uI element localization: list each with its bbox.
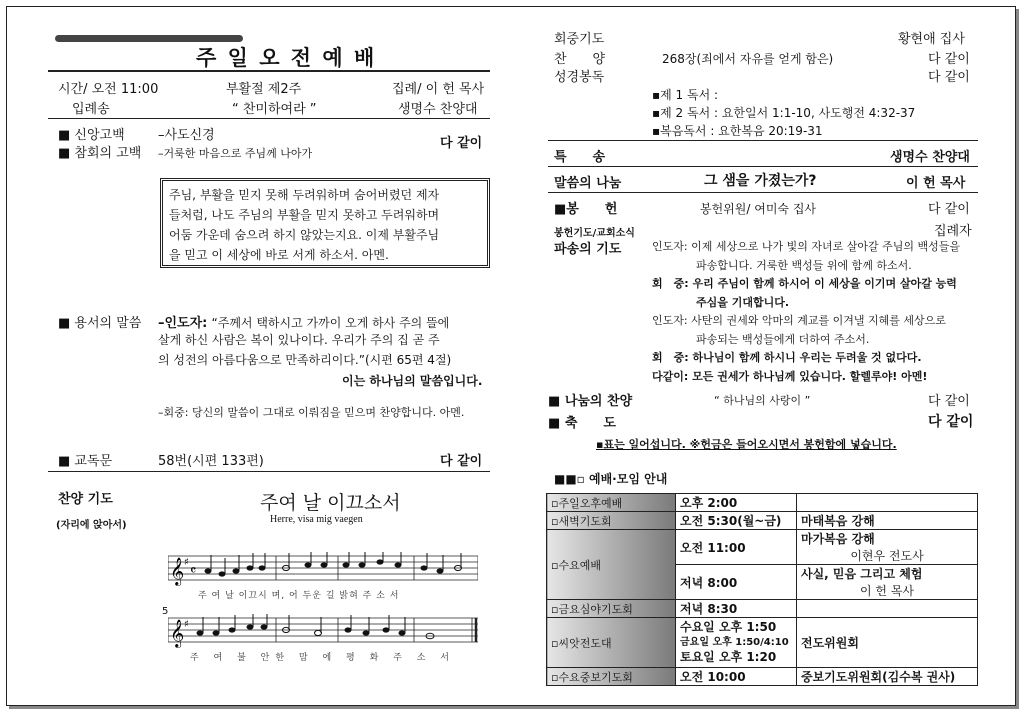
sending-line: 회 중: 우리 주님이 함께 하시어 이 세상을 이기며 살아갈 능력 bbox=[652, 277, 957, 290]
pardon-closing: 이는 하나님의 말씀입니다. bbox=[342, 374, 483, 388]
sending-prayer bbox=[652, 238, 960, 386]
lyrics-1: 주 여 날 이끄시 며, 어 두운 길 밝혀 주 소 서 bbox=[198, 591, 400, 601]
treble-clef-icon: 𝄞 bbox=[170, 619, 185, 647]
special-by: 생명수 찬양대 bbox=[890, 150, 970, 165]
table-row bbox=[547, 600, 978, 618]
confession-text: –거룩한 마음으로 주님께 나아가 bbox=[158, 147, 313, 160]
responsive-label: 교독문 bbox=[74, 454, 113, 469]
pardon-text bbox=[158, 330, 488, 370]
pardon-leader bbox=[158, 312, 449, 331]
confession-line: 주님, 부활을 믿지 못해 두려워하며 숨어버렸던 제자 bbox=[169, 188, 440, 202]
table-row bbox=[547, 530, 978, 565]
offering-row bbox=[554, 198, 617, 217]
sending-line: 파송합니다. 거룩한 백성들 위에 함께 하소서. bbox=[696, 258, 912, 272]
music-staff-2 bbox=[168, 614, 478, 650]
schedule-category: ▫주일오후예배 bbox=[547, 494, 676, 512]
sermon-title: 그 샘을 가졌는가? bbox=[704, 173, 817, 189]
notice: ▪표는 일어섭니다. ※헌금은 들어오시면서 봉헌함에 넣습니다. bbox=[596, 438, 897, 451]
bullet-icon: ■ bbox=[58, 146, 75, 161]
bullet-icon: ■ bbox=[548, 416, 565, 431]
confession-right: 다 같이 bbox=[440, 136, 483, 151]
offering-prayer-right: 집례자 bbox=[934, 224, 972, 239]
schedule-note bbox=[797, 600, 978, 618]
sending-line: 다같이: 모든 권세가 하나님께 있습니다. 할렐루야! 아멘! bbox=[652, 369, 928, 383]
reading-item: ▪복음독서 : 요한복음 20:19-31 bbox=[652, 124, 823, 138]
pardon-line: 살게 하신 사람은 복이 있나이다. 우리가 주의 집 곧 주 bbox=[158, 333, 440, 347]
responsive-right: 다 같이 bbox=[440, 454, 483, 469]
entrance-label: 입례송 bbox=[72, 102, 110, 117]
bullet-icon: ■ bbox=[554, 202, 567, 217]
schedule-time: 오후 2:00 bbox=[676, 494, 797, 512]
pardon-label: 용서의 말씀 bbox=[74, 316, 142, 331]
special-label: 특 송 bbox=[554, 150, 606, 165]
sharp-icon: ♯ bbox=[184, 619, 189, 630]
music-staff-1 bbox=[168, 552, 478, 588]
schedule-time: 수요일 오후 1:50 금요일 오후 1:50/4:10 토요일 오후 1:20 bbox=[676, 618, 797, 668]
schedule-title: 예배·모임 안내 bbox=[589, 472, 668, 486]
schedule-time: 오전 5:30(월~금) bbox=[676, 512, 797, 530]
schedule-time: 저녁 8:00 bbox=[676, 565, 797, 600]
bullet-icon: ■ bbox=[58, 316, 75, 331]
blessing-row bbox=[548, 412, 616, 431]
offering-by: 봉헌위원/ 여미숙 집사 bbox=[700, 202, 817, 216]
song-title: 주여 날 이끄소서 bbox=[260, 492, 401, 514]
confession-box bbox=[160, 178, 490, 268]
schedule-note: 마태복음 강해 bbox=[797, 512, 978, 530]
section-marker-icon: ■■▫ bbox=[554, 472, 589, 486]
responsive-text: 58번(시편 133편) bbox=[158, 454, 264, 469]
sending-line: 인도자: 사탄의 권세와 악마의 계교를 이겨낼 지혜를 세상으로 bbox=[652, 314, 946, 327]
schedule-category: ▫수요예배 bbox=[547, 530, 676, 600]
sharing-song-row bbox=[548, 390, 632, 409]
table-row bbox=[547, 668, 978, 686]
treble-clef-icon: 𝄞 bbox=[170, 557, 185, 585]
schedule-time: 오전 11:00 bbox=[676, 530, 797, 565]
prayer-by: 황현애 집사 bbox=[898, 32, 965, 47]
schedule-time: 저녁 8:30 bbox=[676, 600, 797, 618]
table-row bbox=[547, 494, 978, 512]
offering-label: 봉 헌 bbox=[566, 202, 618, 217]
bullet-icon: ■ bbox=[58, 128, 75, 143]
confession-line: 을 믿고 이 세상에 바로 서게 하소서. 아멘. bbox=[169, 248, 389, 262]
sending-line: 파송되는 백성들에게 더하여 주소서. bbox=[696, 332, 870, 346]
sending-line: 회 중: 하나님이 함께 하시니 우리는 두려울 것 없다다. bbox=[652, 351, 922, 364]
divider bbox=[48, 471, 490, 472]
schedule-category: ▫금요심야기도회 bbox=[547, 600, 676, 618]
entrance-title: “ 찬미하여라 ” bbox=[232, 102, 317, 117]
reading-by: 다 같이 bbox=[928, 70, 970, 85]
presider: 집례/ 이 헌 목사 bbox=[392, 82, 485, 97]
common-time-icon: 𝄴 bbox=[190, 563, 197, 579]
bullet-icon: ■ bbox=[548, 394, 565, 409]
table-row bbox=[547, 618, 978, 668]
schedule-note: 전도위원회 bbox=[797, 618, 978, 668]
prayer-label: 회중기도 bbox=[554, 32, 605, 47]
creed-text: –사도신경 bbox=[158, 128, 215, 143]
schedule-note bbox=[797, 494, 978, 512]
sharp-icon: ♯ bbox=[184, 557, 189, 568]
schedule-note: 중보기도위원회(김수복 권사) bbox=[797, 668, 978, 686]
divider bbox=[548, 192, 978, 193]
title-divider bbox=[48, 70, 490, 72]
hymn-text: 268장(죄에서 자유를 얻게 함은) bbox=[662, 52, 834, 66]
liturgical-week: 부활절 제2주 bbox=[226, 82, 302, 97]
lyrics-2: 주 여 불 안한 맘 에 평 화 주 소 서 bbox=[190, 653, 455, 663]
song-subtitle: Herre, visa mig vaegen bbox=[270, 514, 363, 525]
schedule-category: ▫씨앗전도대 bbox=[547, 618, 676, 668]
sermon-label: 말씀의 나눔 bbox=[554, 176, 622, 191]
schedule-table bbox=[546, 493, 978, 686]
offering-prayer-label: 봉헌기도/교회소식 bbox=[554, 228, 635, 239]
pardon-row bbox=[58, 312, 141, 331]
blessing-by: 다 같이 bbox=[928, 414, 974, 430]
schedule-time: 오전 10:00 bbox=[676, 668, 797, 686]
reading-label: 성경봉독 bbox=[554, 70, 605, 85]
sermon-by: 이 헌 목사 bbox=[906, 176, 966, 191]
sharing-song-title: “ 하나님의 사랑이 ” bbox=[714, 394, 811, 407]
reading-item: ▪제 1 독서 : bbox=[652, 88, 719, 102]
prayer-song-label: 찬양 기도 bbox=[58, 492, 113, 507]
confession-label: 참회의 고백 bbox=[74, 146, 142, 161]
confession-line: 들처럼, 나도 주님의 부활을 믿지 못하고 두려워하며 bbox=[169, 208, 440, 222]
sending-label: 파송의 기도 bbox=[554, 242, 622, 257]
divider bbox=[548, 166, 978, 167]
bullet-icon: ■ bbox=[58, 454, 75, 469]
readings-list bbox=[652, 86, 915, 140]
blessing-label: 축 도 bbox=[564, 416, 616, 431]
pardon-line: 의 성전의 아름다움으로 만족하리이다.”(시편 65편 4절) bbox=[158, 353, 452, 367]
confession-line: 어둠 가운데 숨으려 하지 않았는지요. 이제 부활주님 bbox=[169, 228, 440, 242]
sharing-song-by: 다 같이 bbox=[928, 394, 970, 409]
confession-row bbox=[58, 142, 141, 161]
table-row bbox=[547, 512, 978, 530]
reading-item: ▪제 2 독서 : 요한일서 1:1-10, 사도행전 4:32-37 bbox=[652, 106, 916, 120]
divider bbox=[548, 140, 978, 141]
prayer-song-sub: (자리에 앉아서) bbox=[56, 520, 127, 531]
sending-line: 주심을 기대합니다. bbox=[696, 295, 790, 309]
schedule-note: 사실, 믿음 그리고 체험 이 헌 목사 bbox=[797, 565, 978, 600]
pardon-line: “주께서 택하시고 가까이 오게 하사 주의 뜰에 bbox=[211, 316, 450, 330]
divider bbox=[48, 118, 490, 119]
sharing-song-label: 나눔의 찬양 bbox=[564, 394, 633, 409]
pardon-leader-prefix: –인도자: bbox=[158, 316, 208, 331]
creed-label: 신앙고백 bbox=[74, 128, 125, 143]
schedule-note: 마가복음 강해 이현우 전도사 bbox=[797, 530, 978, 565]
entrance-by: 생명수 찬양대 bbox=[398, 102, 478, 117]
schedule-heading bbox=[554, 470, 667, 487]
pardon-congregation: –회중: 당신의 말씀이 그대로 이뤄짐을 믿으며 찬양합니다. 아멘. bbox=[158, 406, 465, 419]
hymn-label: 찬 양 bbox=[554, 52, 606, 67]
hymn-by: 다 같이 bbox=[928, 52, 970, 67]
decorative-bar bbox=[55, 35, 243, 42]
sending-line: 인도자: 이제 세상으로 나가 빛의 자녀로 살아갈 주님의 백성들을 bbox=[652, 240, 960, 253]
schedule-category: ▫수요중보기도회 bbox=[547, 668, 676, 686]
responsive-row bbox=[58, 450, 112, 469]
measure-number: 5 bbox=[162, 606, 169, 617]
schedule-category: ▫새벽기도회 bbox=[547, 512, 676, 530]
service-title: 주 일 오 전 예 배 bbox=[196, 46, 377, 70]
offering-right: 다 같이 bbox=[928, 202, 970, 217]
creed-row bbox=[58, 124, 125, 143]
service-time: 시간/ 오전 11:00 bbox=[58, 82, 159, 97]
